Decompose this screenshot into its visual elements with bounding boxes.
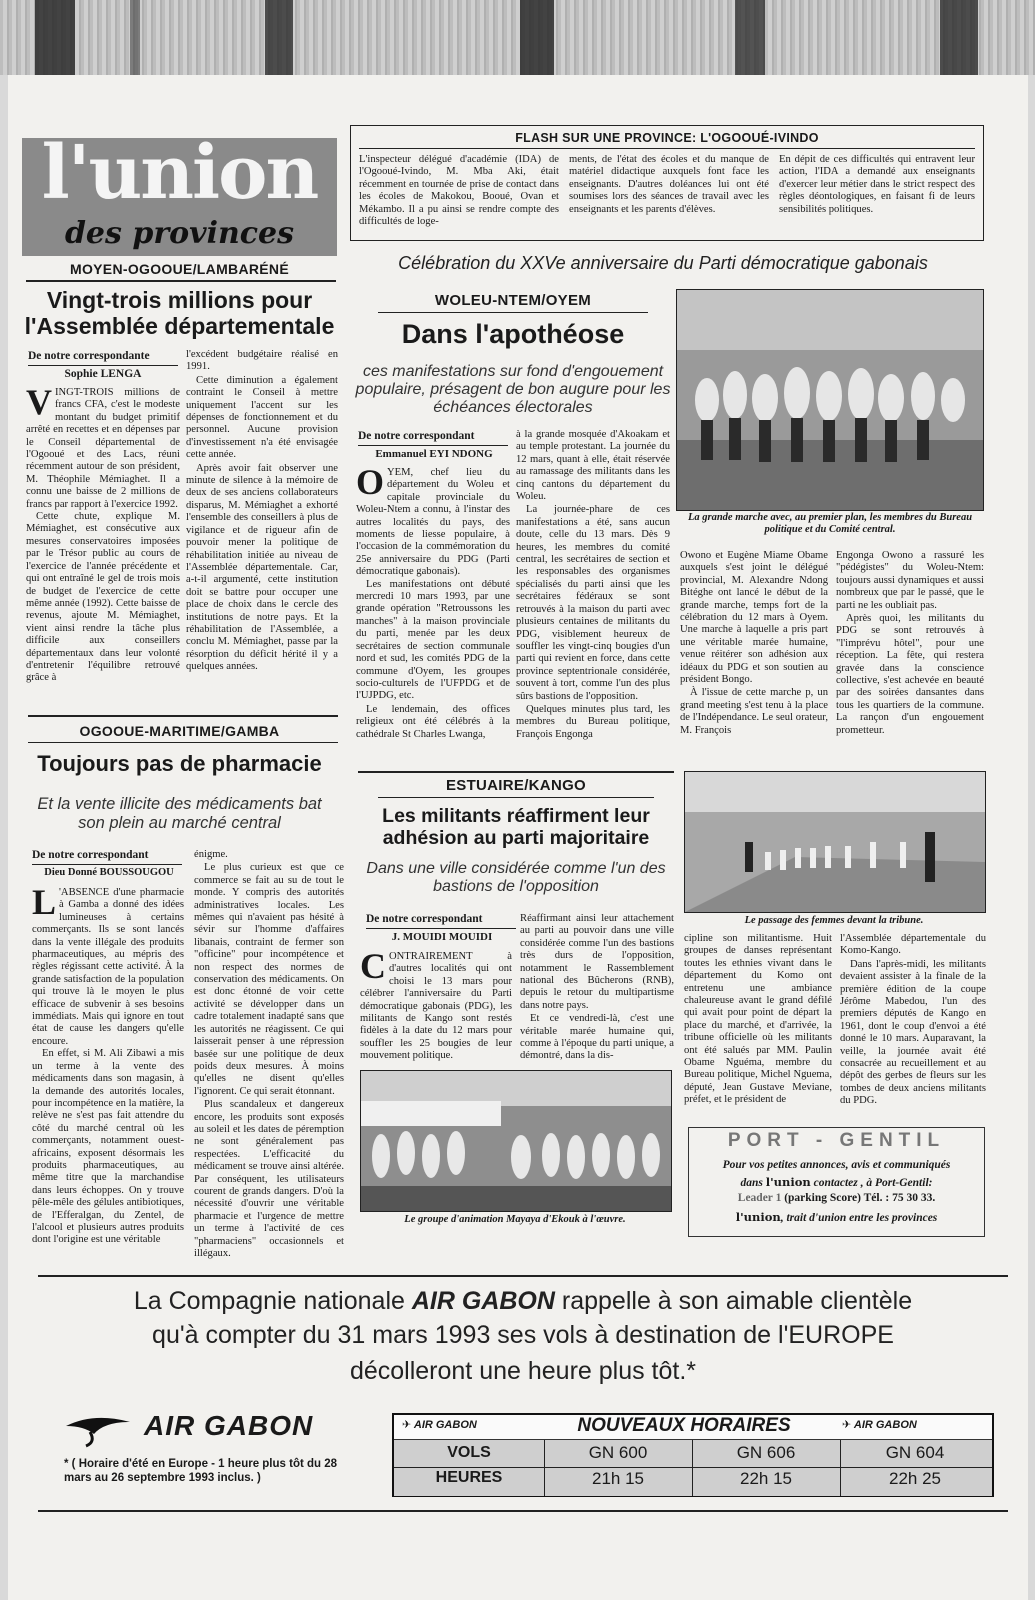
byline-label: De notre correspondante xyxy=(28,350,150,362)
schedule-logo-left xyxy=(402,1418,477,1431)
text: dans xyxy=(740,1177,763,1189)
ad-line-1 xyxy=(38,1287,1008,1316)
schedule-title: NOUVEAUX HORAIRES xyxy=(577,1415,791,1436)
paragraph: Après avoir fait observer une minute de silence à la mémoire de deux de ses anciens collaborateurs disparus, M. Mémiaghet a exhorté l'ensemble des conseillers à plus de vigilance et de rigueur afin de pouvoir mener la politique de réhabilitation initiée au niveau de l'Assemblée départementale. Car, a-t-il argumenté, cette institution doit se battre pour occuper une place de choix dans le cercle des institutions de notre pays. Et la réhabilitation de l'Assemblée, a conclu M. Mémiaghet, passe par la résorption du déficit hérité il y a quelques années. xyxy=(186,462,338,673)
section-woleu-ntem: WOLEU-NTEM/OYEM xyxy=(434,292,592,309)
logo-text: AIR GABON xyxy=(853,1419,917,1431)
ad-line-3: décolleront une heure plus tôt.* xyxy=(349,1357,697,1385)
paragraph: Dans l'après-midi, les militants devaient assister à la finale de la première édition de la coupe Jérôme Mabedou, l'un des premiers députés de Kango en 1961, dont le coup d'envoi a été donné le 10 mars. Auparavant, la veille, la journée avait été consacrée au recueillement et au dépôt des gerbes de fleurs sur les tombes de deux anciens militants du PDG. xyxy=(840,958,986,1107)
dropcap: O xyxy=(356,462,385,502)
text: rappelle à son aimable clientèle xyxy=(561,1287,913,1315)
article4-col-1 xyxy=(360,946,512,1063)
paragraph: Quelques minutes plus tard, les membres du Bureau politique, François Engonga xyxy=(516,703,670,740)
flight-time: 21h 15 xyxy=(592,1469,644,1488)
ad-line-2: qu'à compter du 31 mars 1993 ses vols à destination de l'EUROPE xyxy=(152,1321,894,1349)
section-moyen-ogooue: MOYEN-OGOOUE/LAMBARÉNÉ xyxy=(70,261,289,277)
flash-col-1: L'inspecteur délégué d'académie (IDA) de l'Ogooué-Ivindo, M. Mba Aki, était récemment en tournée de prise de contact dans les écoles de Makokou, Booué, Ovan et Mékambo. Il a pu ainsi se rendre compte des difficultés de loge- xyxy=(359,154,559,228)
article1-col-2 xyxy=(186,349,338,675)
paragraph: Le lendemain, des offices religieux ont été célébrés à la cathédrale St Charles Lwanga, xyxy=(356,703,510,740)
paragraph: Et ce vendredi-là, c'est une véritable marée humaine qui, comme à l'époque du parti unique, a démontré, dans la dis- xyxy=(520,1013,674,1062)
row-label-vols: VOLS xyxy=(447,1444,491,1461)
paragraph: En effet, si M. Ali Zibawi a mis un terme à la vente des médicaments dans son magasin, à la demande des autorités locales, pour incompétence en la matière, la relève ne s'est pas fait attendre du côté du marché central où les commerçants, notamment ouest-africains, exposent désormais les produits pharmaceutiques, au même titre que la marchandise dans leurs échoppes. On y trouve pêle-mêle des gélules antibiotiques, de l'Efferalgan, du Zentel, de l'alcool et plusieurs autres produits dont l'origine est une véritable xyxy=(32,1048,184,1246)
bird-icon: ✈ xyxy=(402,1419,412,1431)
port-gentil-line-1: Pour vos petites annonces, avis et communiqués xyxy=(722,1159,951,1171)
article2-col-2 xyxy=(194,849,344,1261)
paragraph: l'Assemblée départementale du Komo-Kango. xyxy=(840,933,986,957)
air-gabon-logo xyxy=(64,1410,364,1452)
port-gentil-title: PORT - GENTIL xyxy=(727,1130,946,1151)
flash-label: FLASH SUR UNE PROVINCE: L'OGOOUÉ-IVINDO xyxy=(515,131,819,145)
paragraph: À l'issue de cette marche p, un grand meeting s'est tenu à la place de l'Indépendance. Le seul orateur, M. François xyxy=(680,687,828,736)
paragraph: La journée-phare de ces manifestations a été, sans aucun doute, celle du 13 mars. Dès 9 heures, les membres du comité central, les secrétaires de section et les responsables des organismes spécialisés du parti ainsi que les secrétaires fédéraux se sont retrouvés à la maison du parti avec plusieurs centaines de militants du PDG, visiblement heureux de souffler les vingt-cinq bougies d'un parti qui revient en force, dans cette province septentrionale considérée, souvent à tort, comme l'un des plus sûrs bastions de l'opposition. xyxy=(516,504,670,702)
logo-text: AIR GABON xyxy=(413,1419,477,1431)
byline-name: Sophie LENGA xyxy=(64,368,142,380)
flight-code: GN 604 xyxy=(885,1443,945,1462)
brand: l'union xyxy=(765,1175,811,1189)
paragraph: ONTRAIREMENT à d'autres localités qui ont choisi le 13 mars pour célébrer l'anniversaire du Parti démocratique gabonais (PDG), les militants de Kango sont restés fidèles à la date du 12 mars pour souffler les 25 bougies de leur mouvement politique. xyxy=(360,951,512,1062)
kicker-pdg: Célébration du XXVe anniversaire du Parti démocratique gabonais xyxy=(398,253,928,273)
deck-pharmacie: Et la vente illicite des médicaments bat son plein au marché central xyxy=(37,795,322,832)
masthead-title: l'union xyxy=(41,130,318,216)
port-gentil-line-2 xyxy=(689,1175,984,1189)
text: , trait d'union entre les provinces xyxy=(780,1212,938,1224)
schedule-grid xyxy=(394,1439,992,1496)
article3-col-4 xyxy=(836,550,984,738)
paragraph: Owono et Eugène Miame Obame auxquels s'est joint le délégué provincial, M. Alexandre Ndong Bitéghe ont lancé le début de la grande marche, temps fort de la célébration du 12 mars à Oyem. Une marche à laquelle a pris part une véritable marée humaine, venue réitérer son adhésion aux idéaux du PDG et son soutien au président Bongo. xyxy=(680,550,828,686)
headline-vingt-trois: Vingt-trois millions pour l'Assemblée départementale xyxy=(24,287,335,340)
article3-col-2 xyxy=(516,429,670,742)
byline-name: Dieu Donné BOUSSOUGOU xyxy=(44,867,174,878)
paragraph: Le plus curieux est que ce commerce se fait au su de tout le monde. Y compris des autorités administratives locales. Les mêmes qui n'avaient pas hésité à sévir sur l'homme d'affaires libanais, contraint de fermer son "officine" pour incompétence et non respect des normes de conservation des médicaments. On est donc étonné de voir cette activité se développer dans un cadre totalement inadapté sans que les autorités ne réagissent. Ce qui laisserait penser à une répression basée sur une politique de deux poids deux mesures. À moins qu'elles ne disent qu'elles l'ignorent. Ce qui serait étonnant. xyxy=(194,862,344,1097)
port-gentil-line-4 xyxy=(689,1210,984,1224)
article4-col-3 xyxy=(684,933,832,1108)
flash-col-2: ments, de l'état des écoles et du manque de matériel didactique auxquels font face les enseignants. D'autres doléances lui ont été soumises lors des séances de travail avec les enseignants et les parents d'élèves. xyxy=(569,154,769,215)
paragraph: Les manifestations ont débuté mercredi 10 mars 1993, par une grande opération "Retroussons les manches" à la maison provinciale du parti, menée par les deux secrétaires de section communale nord et sud, les comités PDG de la commune d'Oyem, les groupes socio-culturels de l'UFPDG et de l'UJPDG, etc. xyxy=(356,578,510,702)
headline-militants: Les militants réaffirment leur adhésion au parti majoritaire xyxy=(382,805,650,850)
byline-name: J. MOUIDI MOUIDI xyxy=(391,931,493,943)
paragraph: Cette diminution a également contraint le Conseil à mettre uniquement l'accent sur les dépenses de fonctionnement et du personnel. Aucune provision d'investissement n'a été envisagée cette année. xyxy=(186,374,338,461)
ad-footnote: * ( Horaire d'été en Europe - 1 heure plus tôt du 28 mars au 26 septembre 1993 inclus. ) xyxy=(64,1458,338,1484)
photo-image xyxy=(677,290,983,510)
text: contactez , à Port-Gentil: xyxy=(813,1177,933,1189)
port-gentil-line-3 xyxy=(689,1192,984,1204)
text: (parking Score) Tél. : 75 30 33. xyxy=(784,1192,936,1204)
scan-edge xyxy=(0,0,1035,75)
flight-code: GN 606 xyxy=(736,1443,796,1462)
schedule-logo-right xyxy=(842,1418,917,1431)
air-gabon-logo-text: AIR GABON xyxy=(144,1410,314,1441)
article4-col-4 xyxy=(840,933,986,1109)
flash-box xyxy=(350,125,984,241)
leader-name: Leader 1 xyxy=(737,1192,782,1204)
newspaper-page xyxy=(8,75,1028,1600)
headline-pharmacie: Toujours pas de pharmacie xyxy=(37,751,322,776)
paragraph: Plus scandaleux et dangereux encore, les produits sont exposés au soleil et les dates de péremption ne sont généralement pas respectées. L'efficacité du médicament se trouve ainsi altérée. Par conséquent, les utilisateurs courent de grands dangers. D'où la nécessité d'ouvrir une véritable pharmacie et l'urgence de mettre un terme à l'activité de ces "pharmaciens" occasionnels et illégaux. xyxy=(194,1099,344,1259)
paragraph: cipline son militantisme. Huit groupes de danses représentant toutes les ethnies vivant dans le département du Komo ont entretenu une ambiance chaleureuse avant le grand défilé qui avait pour point de départ la place du marché, et d'arrivée, la tribune officielle où les militants ont été salués par MM. Paulin Obame Nguéma, membre du Bureau politique, Michel Nguema, député, Jean Gustave Meviane, préfet, et le président de xyxy=(684,933,832,1106)
text: La Compagnie nationale xyxy=(133,1287,405,1315)
photo-mayaya xyxy=(360,1070,672,1212)
photo-caption-femmes: Le passage des femmes devant la tribune. xyxy=(744,915,924,926)
byline-label: De notre correspondant xyxy=(358,430,475,442)
brand: l'union xyxy=(735,1210,781,1224)
paragraph: Engonga Owono a rassuré les "pédégistes" du Woleu-Ntem: toujours aussi dynamiques et aussi nombreux que par le passé, que le parti ne les oubliait pas. xyxy=(836,550,984,611)
paragraph: INGT-TROIS millions de francs CFA, c'est le modeste montant du budget primitif arrêté en recettes et en dépenses par le Conseil départemental de l'Ogooué et des Lacs, réuni récemment autour de son président, M. Théophile Mémiaghet. Il a connu une baisse de 2 millions de francs par rapport à l'exercice 1992. xyxy=(26,387,180,510)
article3-col-1 xyxy=(356,462,510,742)
flight-time: 22h 15 xyxy=(740,1469,792,1488)
flash-col-3: En dépit de ces difficultés qui entravent leur action, l'IDA a demandé aux enseignants d'exercer leur métier dans le strict respect des règles déontologiques, en faisant fi de leurs sensibilités politiques. xyxy=(779,154,975,215)
byline-label: De notre correspondant xyxy=(32,849,149,861)
photo-image xyxy=(361,1071,671,1211)
flight-code: GN 600 xyxy=(588,1443,648,1462)
deck-apotheose: ces manifestations sur fond d'engouement populaire, présagent de bon augure pour les échéances électorales xyxy=(355,363,671,416)
deck-militants: Dans une ville considérée comme l'un des bastions de l'opposition xyxy=(366,860,666,895)
paragraph: Réaffirmant ainsi leur attachement au parti au pouvoir dans une ville considérée comme l'un des bastions très durs de l'opposition, notamment le Rassemblement national des Bûcherons (RNB), depuis le retour du multipartisme dans notre pays. xyxy=(520,913,674,1011)
flight-time: 22h 25 xyxy=(889,1469,941,1488)
dropcap: V xyxy=(26,382,52,422)
schedule-table xyxy=(392,1413,994,1497)
section-estuaire: ESTUAIRE/KANGO xyxy=(445,777,587,794)
photo-image xyxy=(685,772,985,912)
paragraph: énigme. xyxy=(194,849,228,860)
article3-col-3 xyxy=(680,550,828,738)
photo-grande-marche xyxy=(676,289,984,511)
photo-caption-marche: La grande marche avec, au premier plan, les membres du Bureau politique et du Comité central. xyxy=(687,512,973,535)
headline-apotheose: Dans l'apothéose xyxy=(401,319,625,349)
paragraph: 'ABSENCE d'une pharmacie à Gamba a donné des idées lumineuses à certains commerçants. Ils se sont lancés dans la vente illégale des produits pharmaceutiques, au mépris des règles régissant cette activité. À la grande satisfaction de la population qui trouve là le moyen le plus efficace de subvenir à ses besoins immédiats. Mais qui ignore en tout état de cause les dangers qu'elle encoure. xyxy=(32,887,184,1047)
article1-col-1 xyxy=(26,382,180,686)
paragraph: l'excédent budgétaire réalisé en 1991. xyxy=(186,349,338,373)
paragraph: Après quoi, les militants du PDG se sont retrouvés à "l'imprévu hôtel", pour une réception. La fête, qui restera gravée dans la conscience collective, s'est achevée en beauté par des soirées dansantes dans tous les quartiers de la commune. La rançon d'un engouement prometteur. xyxy=(836,613,984,736)
dropcap: C xyxy=(360,946,386,986)
article2-col-1 xyxy=(32,882,184,1248)
paragraph: Cette chute, explique M. Mémiaghet, est consécutive aux mesures conservatoires imposées par le Trésor public au cours de l'exercice de l'année précédente et qui ont entraîné le gel de trois mois de budget de l'exercice de cette même année (1992). Cette baisse de revenus, ajoute M. Mémiaghet, vient ainsi rendre la tâche plus difficile aux conseillers départementaux dans leur volonté d'entretenir l'équilibre retrouvé grâce à xyxy=(26,511,180,684)
air-gabon-brand: AIR GABON xyxy=(411,1287,555,1315)
photo-femmes xyxy=(684,771,986,913)
masthead-subtitle: des provinces xyxy=(64,216,295,251)
row-label-heures: HEURES xyxy=(435,1469,503,1486)
photo-caption-mayaya: Le groupe d'animation Mayaya d'Ekouk à l'œuvre. xyxy=(404,1214,626,1225)
port-gentil-box xyxy=(688,1127,985,1237)
byline-label: De notre correspondant xyxy=(366,913,483,925)
bird-icon: ✈ xyxy=(842,1419,852,1431)
byline-name: Emmanuel EYI NDONG xyxy=(375,448,493,460)
paragraph: à la grande mosquée d'Akoakam et au temple protestant. La journée du 12 mars, quant à elle, était réservée au ramassage des militants dans les cinq cantons du département du Woleu. xyxy=(516,429,670,503)
section-ogooue-maritime: OGOOUE-MARITIME/GAMBA xyxy=(79,723,280,739)
masthead xyxy=(22,130,337,256)
article4-col-2 xyxy=(520,913,674,1064)
bird-icon xyxy=(64,1412,134,1448)
dropcap: L xyxy=(32,882,57,922)
paragraph: YEM, chef lieu du département du Woleu et capitale provinciale du Woleu-Ntem a connu, à l'instar des autres localités du pays, des moments de liesse populaire, à l'occasion de la commémoration du 25e anniversaire du PDG (Parti démocratique gabonais). xyxy=(356,467,510,578)
